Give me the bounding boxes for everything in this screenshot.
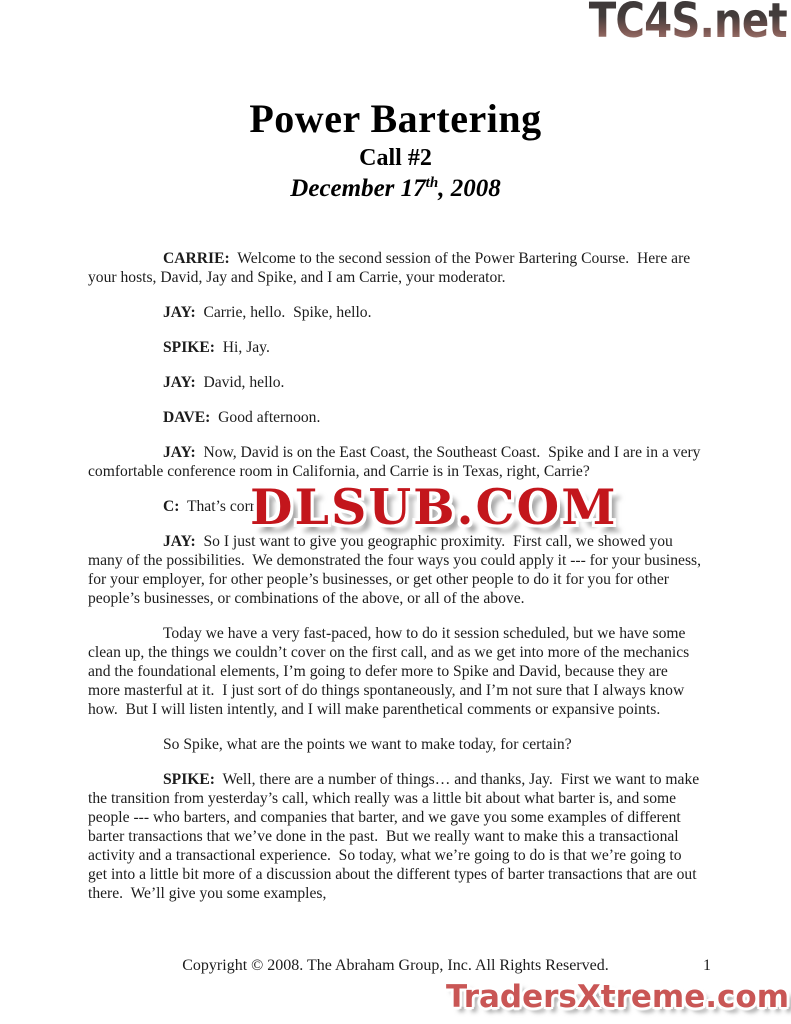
transcript-paragraph	[88, 770, 703, 903]
speaker-label: JAY:	[163, 444, 196, 461]
transcript	[88, 249, 703, 903]
paragraph-text: Carrie, hello. Spike, hello.	[195, 304, 372, 321]
speaker-label: SPIKE:	[163, 771, 215, 788]
transcript-paragraph	[88, 338, 703, 357]
transcript-paragraph	[88, 443, 703, 481]
transcript-paragraph	[88, 373, 703, 392]
transcript-paragraph	[88, 735, 703, 754]
watermark-dlsub: DLSUB.COM	[250, 478, 618, 536]
copyright-text: Copyright © 2008. The Abraham Group, Inc. All Rights Reserved.	[182, 957, 609, 974]
paragraph-text: Hi, Jay.	[215, 339, 270, 356]
date-text: December 17	[290, 175, 426, 202]
transcript-paragraph	[88, 624, 703, 719]
watermark-tc4s: TC4S.net	[589, 0, 787, 45]
transcript-paragraph	[88, 249, 703, 287]
speaker-label: JAY:	[163, 533, 196, 550]
transcript-paragraph	[88, 408, 703, 427]
speaker-label: C:	[163, 498, 180, 515]
paragraph-text: So Spike, what are the points we want to make today, for certain?	[163, 736, 572, 753]
paragraph-text: That’s corre	[179, 498, 262, 515]
speaker-label: JAY:	[163, 304, 196, 321]
transcript-paragraph	[88, 532, 703, 608]
speaker-label: JAY:	[163, 374, 196, 391]
speaker-label: DAVE:	[163, 409, 211, 426]
date-year: , 2008	[438, 175, 501, 202]
paragraph-text: Welcome to the second session of the Power Bartering Course. Here are your hosts, David, Jay and Spike, and I am Carrie, your moderator.	[88, 250, 695, 286]
paragraph-text: Good afternoon.	[210, 409, 321, 426]
paragraph-text: Well, there are a number of things… and thanks, Jay. First we want to make the transition from yesterday’s call, which really was a little bit about what barter is, and some people --- who barters, and companies that barter, and we gave you some examples of different barter transactions that we’ve done in the past. But we really want to make this a transactional activity and a transactional experience. So today, what we’re going to do is that we’re going to get into a little bit more of a discussion about the different types of barter transactions that are out there. We’ll give you some examples,	[88, 771, 704, 902]
document-date	[0, 173, 791, 205]
paragraph-text: Now, David is on the East Coast, the Southeast Coast. Spike and I are in a very comfortable conference room in California, and Carrie is in Texas, right, Carrie?	[88, 444, 705, 480]
paragraph-text: David, hello.	[195, 374, 285, 391]
transcript-paragraph	[88, 303, 703, 322]
document-title: Power Bartering	[249, 96, 542, 141]
paragraph-text: Today we have a very fast-paced, how to do it session scheduled, but we have some clean up, the things we couldn’t cover on the first call, and as we get into more of the mechanics and the foundational elements, I’m going to defer more to Spike and David, because they are more masterful at it. I just sort of do things spontaneously, and I’m not sure that I always know how. But I will listen intently, and I will make parenthetical comments or expansive points.	[88, 625, 694, 718]
page-footer	[88, 956, 711, 975]
speaker-label: SPIKE:	[163, 339, 215, 356]
document-subtitle: Call #2	[359, 145, 432, 171]
speaker-label: CARRIE:	[163, 250, 230, 267]
date-ordinal-suffix: th	[425, 175, 439, 191]
page-number: 1	[703, 957, 711, 974]
paragraph-text: So I just want to give you geographic proximity. First call, we showed you many of the possibilities. We demonstrated the four ways you could apply it --- for your business, for your employer, for other people’s businesses, or get other people to do it for you for other people’s businesses, or combinations of the above, or all of the above.	[88, 533, 705, 607]
watermark-tradersxtreme: TradersXtreme.com	[445, 979, 789, 1015]
